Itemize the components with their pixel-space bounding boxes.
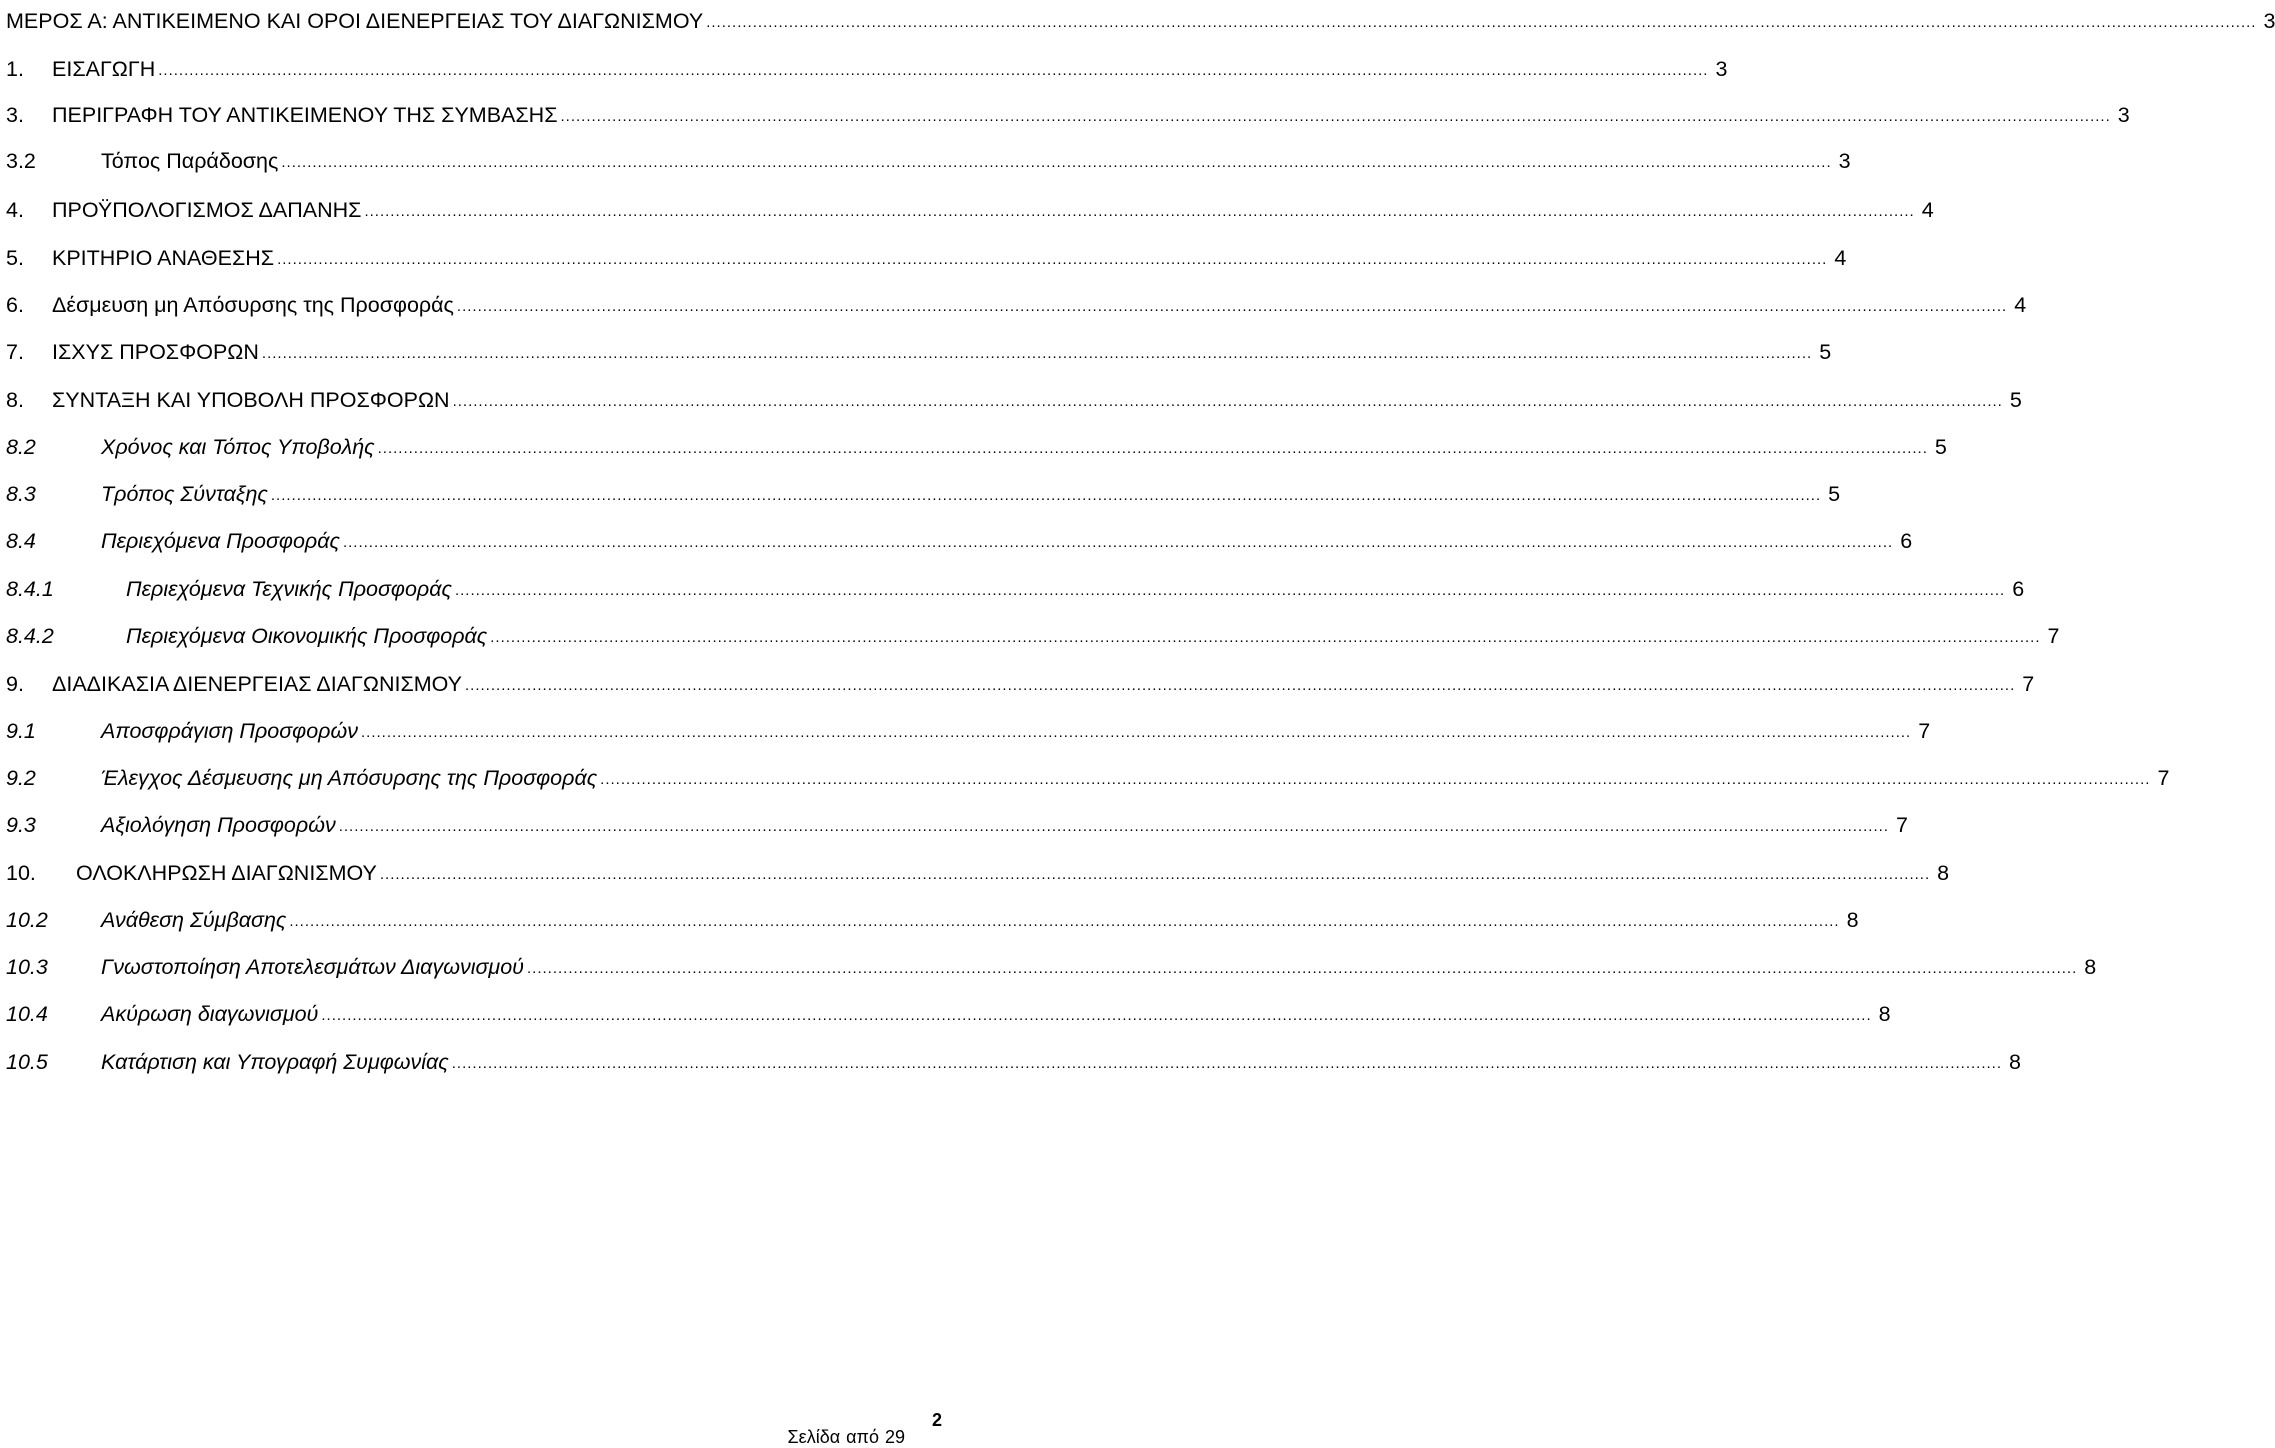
dot-leader: ............................................................................................................................................................................................................................................................................................................ [465, 677, 2016, 694]
toc-entry-page: 5 [1828, 482, 1841, 506]
toc-entry-number: 5. [6, 246, 24, 270]
page-word: Σελίδα [787, 1427, 841, 1447]
dot-leader: ............................................................................................................................................................................................................................................................................................................ [281, 154, 1832, 171]
dot-leader: ............................................................................................................................................................................................................................................................................................................ [452, 393, 2003, 410]
toc-entry-page: 7 [2157, 766, 2170, 790]
dot-leader: ............................................................................................................................................................................................................................................................................................................ [379, 866, 1931, 883]
toc-entry-number: 6. [6, 293, 24, 317]
toc-entry-title: ΜΕΡΟΣ Α: ΑΝΤΙΚΕΙΜΕΝΟ ΚΑΙ ΟΡΟΙ ΔΙΕΝΕΡΓΕΙΑΣ ΤΟΥ ΔΙΑΓΩΝΙΣΜΟΥ [6, 9, 704, 33]
toc-entry[interactable] [6, 6, 2275, 36]
toc-entry-page: 8 [1937, 861, 1950, 885]
toc-entry[interactable] [6, 574, 2025, 604]
toc-entry-page: 8 [1878, 1002, 1891, 1026]
toc-entry-title: Περιεχόμενα Οικονομικής Προσφοράς [126, 624, 488, 648]
toc-entry-title: ΠΡΟΫΠΟΛΟΓΙΣΜΟΣ ΔΑΠΑΝΗΣ [52, 198, 362, 222]
toc-entry-number: 8.4 [6, 529, 36, 553]
toc-entry-title: Γνωστοποίηση Αποτελεσμάτων Διαγωνισμού [101, 955, 524, 979]
dot-leader: ............................................................................................................................................................................................................................................................................................................ [451, 1055, 2003, 1072]
dot-leader: ............................................................................................................................................................................................................................................................................................................ [600, 771, 2151, 788]
toc-entry-page: 8 [2009, 1050, 2022, 1074]
toc-entry-number: 3.2 [6, 149, 36, 173]
toc-entry-number: 9.1 [6, 719, 36, 743]
dot-leader: ............................................................................................................................................................................................................................................................................................................ [490, 629, 2041, 646]
toc-entry[interactable] [6, 54, 1728, 84]
toc-entry-title: ΚΡΙΤΗΡΙΟ ΑΝΑΘΕΣΗΣ [52, 246, 275, 270]
toc-entry-page: 4 [1834, 246, 1847, 270]
toc-entry[interactable] [6, 479, 1841, 509]
toc-entry[interactable] [6, 858, 1950, 888]
toc-entry-number: 8.4.2 [6, 624, 54, 648]
toc-entry-title: Περιεχόμενα Τεχνικής Προσφοράς [126, 577, 452, 601]
toc-entry-number: 10.4 [6, 1002, 48, 1026]
dot-leader: ............................................................................................................................................................................................................................................................................................................ [158, 62, 1709, 79]
toc-entry-title: ΣΥΝΤΑΞΗ ΚΑΙ ΥΠΟΒΟΛΗ ΠΡΟΣΦΟΡΩΝ [52, 388, 450, 412]
toc-entry-title: ΠΕΡΙΓΡΑΦΗ ΤΟΥ ΑΝΤΙΚΕΙΜΕΝΟΥ ΤΗΣ ΣΥΜΒΑΣΗΣ [52, 103, 558, 127]
toc-entry-number: 1. [6, 57, 24, 81]
toc-entry[interactable] [6, 621, 2060, 651]
toc-entry-title: Αξιολόγηση Προσφορών [101, 813, 336, 837]
dot-leader: ............................................................................................................................................................................................................................................................................................................ [277, 251, 1828, 268]
toc-entry-title: Τρόπος Σύνταξης [101, 482, 268, 506]
toc-entry-number: 10.3 [6, 955, 48, 979]
toc-entry-page: 7 [2047, 624, 2060, 648]
toc-entry-page: 6 [1900, 529, 1913, 553]
toc-entry-number: 10.2 [6, 908, 48, 932]
toc-entry[interactable] [6, 100, 2130, 130]
toc-entry-page: 6 [2012, 577, 2025, 601]
dot-leader: ............................................................................................................................................................................................................................................................................................................ [456, 298, 2008, 315]
toc-entry[interactable] [6, 810, 1908, 840]
toc-entry-page: 5 [1934, 435, 1947, 459]
dot-leader: ............................................................................................................................................................................................................................................................................................................ [527, 960, 2078, 977]
toc-entry-page: 7 [2022, 672, 2035, 696]
toc-entry[interactable] [6, 763, 2170, 793]
dot-leader: ............................................................................................................................................................................................................................................................................................................ [364, 203, 1915, 220]
toc-entry-title: ΙΣΧΥΣ ΠΡΟΣΦΟΡΩΝ [52, 340, 259, 364]
toc-entry-number: 10. [6, 861, 36, 885]
toc-entry[interactable] [6, 432, 1947, 462]
toc-entry-number: 3. [6, 103, 24, 127]
toc-entry-page: 8 [1846, 908, 1859, 932]
toc-entry-number: 7. [6, 340, 24, 364]
toc-entry-number: 8.3 [6, 482, 36, 506]
dot-leader: ............................................................................................................................................................................................................................................................................................................ [377, 440, 1928, 457]
toc-entry[interactable] [6, 290, 2027, 320]
toc-entry-page: 3 [2263, 9, 2275, 33]
dot-leader: ............................................................................................................................................................................................................................................................................................................ [360, 724, 1912, 741]
dot-leader: ............................................................................................................................................................................................................................................................................................................ [706, 14, 2257, 31]
toc-entry-page: 4 [1921, 198, 1934, 222]
dot-leader: ............................................................................................................................................................................................................................................................................................................ [560, 108, 2111, 125]
toc-entry-page: 5 [1819, 340, 1832, 364]
toc-entry-title: ΔΙΑΔΙΚΑΣΙΑ ΔΙΕΝΕΡΓΕΙΑΣ ΔΙΑΓΩΝΙΣΜΟΥ [52, 672, 463, 696]
toc-entry[interactable] [6, 337, 1832, 367]
toc-entry[interactable] [6, 195, 1934, 225]
footer-page-number: 2 [931, 1410, 942, 1430]
toc-entry[interactable] [6, 669, 2035, 699]
toc-entry-title: Τόπος Παράδοσης [101, 149, 279, 173]
total-pages: 29 [884, 1427, 905, 1447]
toc-entry[interactable] [6, 1047, 2022, 1077]
of-word: από [846, 1427, 879, 1447]
toc-entry-number: 9.3 [6, 813, 36, 837]
toc-entry[interactable] [6, 146, 1851, 176]
toc-entry[interactable] [6, 905, 1859, 935]
dot-leader: ............................................................................................................................................................................................................................................................................................................ [261, 345, 1813, 362]
toc-entry[interactable] [6, 716, 1931, 746]
toc-entry-title: Χρόνος και Τόπος Υποβολής [101, 435, 375, 459]
toc-entry[interactable] [6, 243, 1847, 273]
toc-entry-number: 9.2 [6, 766, 36, 790]
toc-entry-page: 4 [2014, 293, 2027, 317]
toc-entry-page: 3 [1838, 149, 1851, 173]
toc-entry[interactable] [6, 952, 2097, 982]
toc-entry-number: 4. [6, 198, 24, 222]
toc-entry-number: 8.4.1 [6, 577, 54, 601]
toc-entry-number: 10.5 [6, 1050, 48, 1074]
dot-leader: ............................................................................................................................................................................................................................................................................................................ [270, 487, 1822, 504]
toc-entry-page: 8 [2084, 955, 2097, 979]
toc-entry-number: 8.2 [6, 435, 36, 459]
toc-entry-page: 3 [1715, 57, 1728, 81]
toc-entry-title: Ακύρωση διαγωνισμού [101, 1002, 319, 1026]
toc-entry-page: 7 [1918, 719, 1931, 743]
dot-leader: ............................................................................................................................................................................................................................................................................................................ [289, 913, 1840, 930]
toc-entry-title: Δέσμευση μη Απόσυρσης της Προσφοράς [52, 293, 454, 317]
toc-entry[interactable] [6, 526, 1913, 556]
toc-entry-title: ΟΛΟΚΛΗΡΩΣΗ ΔΙΑΓΩΝΙΣΜΟΥ [76, 861, 377, 885]
dot-leader: ............................................................................................................................................................................................................................................................................................................ [454, 582, 2006, 599]
toc-entry-title: Έλεγχος Δέσμευσης μη Απόσυρσης της Προσφοράς [101, 766, 598, 790]
toc-entry-title: Κατάρτιση και Υπογραφή Συμφωνίας [101, 1050, 449, 1074]
toc-entry-page: 3 [2117, 103, 2130, 127]
page-count-caption [788, 1427, 905, 1448]
toc-entry-title: Περιεχόμενα Προσφοράς [101, 529, 340, 553]
dot-leader: ............................................................................................................................................................................................................................................................................................................ [342, 534, 1894, 551]
toc-entry-title: Ανάθεση Σύμβασης [101, 908, 287, 932]
toc-entry-title: ΕΙΣΑΓΩΓΗ [52, 57, 156, 81]
toc-entry-page: 7 [1895, 813, 1908, 837]
dot-leader: ............................................................................................................................................................................................................................................................................................................ [321, 1007, 1872, 1024]
toc-entry[interactable] [6, 999, 1891, 1029]
toc-entry[interactable] [6, 385, 2022, 415]
toc-entry-page: 5 [2009, 388, 2022, 412]
dot-leader: ............................................................................................................................................................................................................................................................................................................ [338, 818, 1889, 835]
toc-entry-title: Αποσφράγιση Προσφορών [101, 719, 358, 743]
toc-entry-number: 9. [6, 672, 24, 696]
toc-entry-number: 8. [6, 388, 24, 412]
